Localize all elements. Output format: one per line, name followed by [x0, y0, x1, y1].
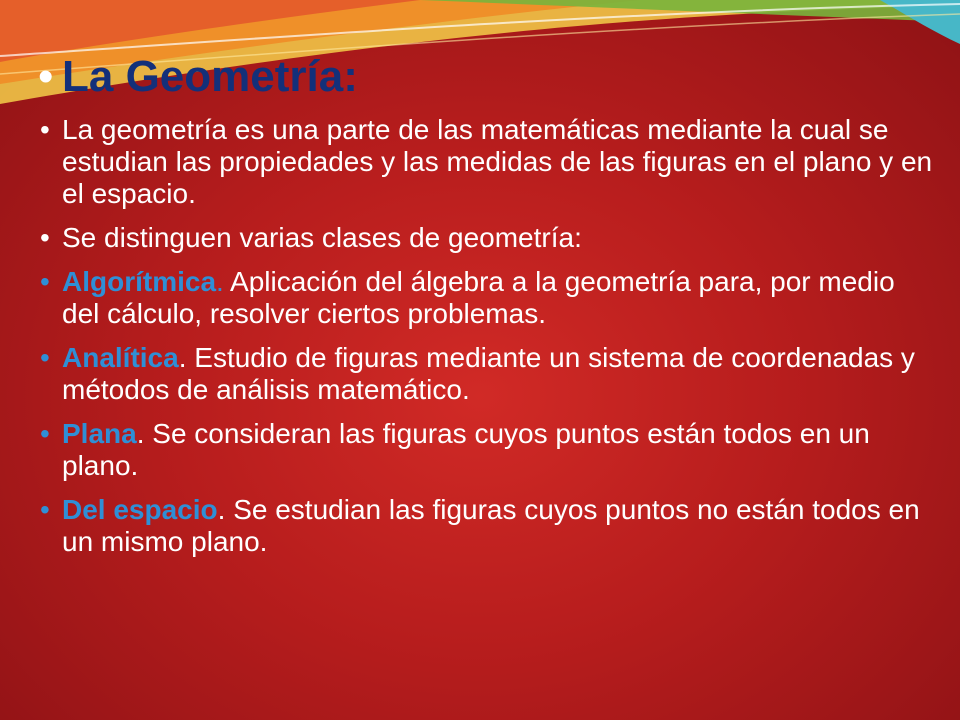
- paragraph-text: . Estudio de figuras mediante un sistema de coordenadas y métodos de análisis matemático.: [62, 342, 915, 405]
- term-analitica: Analítica: [62, 342, 179, 373]
- paragraph-text: . Se estudian las figuras cuyos puntos no están todos en un mismo plano.: [62, 494, 920, 557]
- slide-title: [38, 52, 938, 102]
- paragraph-plana: [38, 418, 938, 482]
- paragraph-text: Aplicación del álgebra a la geometría para, por medio del cálculo, resolver ciertos problemas.: [62, 266, 895, 329]
- paragraph-text: . Se consideran las figuras cuyos puntos están todos en un plano.: [62, 418, 870, 481]
- bullet: •: [40, 418, 50, 449]
- bullet: •: [40, 114, 50, 145]
- slide-content: [38, 52, 938, 570]
- paragraph-analitica: [38, 342, 938, 406]
- paragraph-text: Se distinguen varias clases de geometría:: [62, 222, 582, 253]
- term-del-espacio: Del espacio: [62, 494, 218, 525]
- title-text: La Geometría:: [62, 52, 358, 101]
- paragraph-definition: [38, 114, 938, 210]
- bullet: •: [40, 342, 50, 373]
- paragraph-classes-intro: [38, 222, 938, 254]
- title-bullet: •: [38, 52, 54, 101]
- bullet: •: [40, 222, 50, 253]
- bullet: •: [40, 494, 50, 525]
- paragraph-algoritmica: [38, 266, 938, 330]
- term-suffix: .: [216, 266, 224, 297]
- paragraph-text: La geometría es una parte de las matemáticas mediante la cual se estudian las propiedades y las medidas de las figuras en el plano y en el espacio.: [62, 114, 933, 209]
- bullet: •: [40, 266, 50, 297]
- term-plana: Plana: [62, 418, 137, 449]
- term-algoritmica: Algorítmica: [62, 266, 217, 297]
- paragraph-del-espacio: [38, 494, 938, 558]
